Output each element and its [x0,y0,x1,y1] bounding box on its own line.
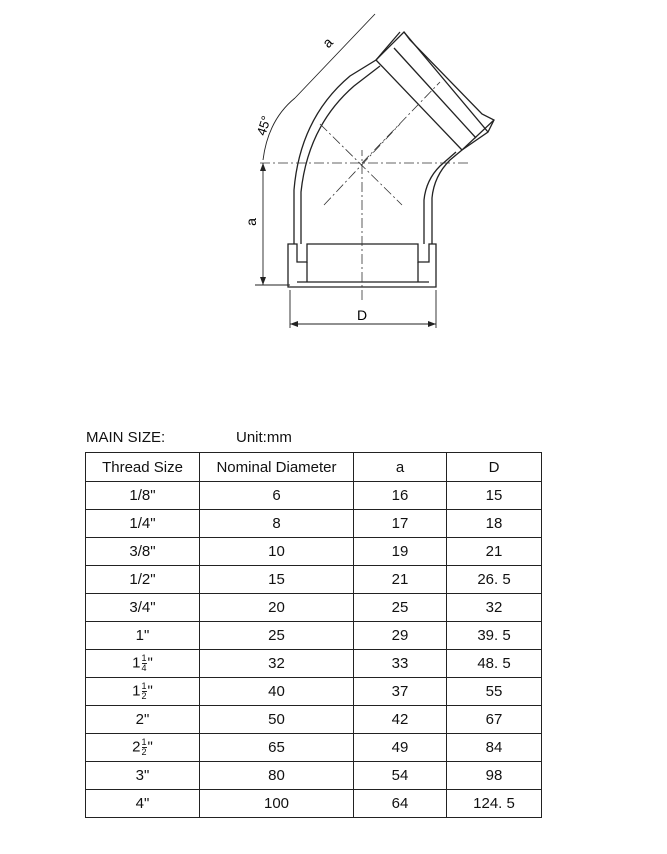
cell-a: 49 [354,734,447,762]
cell-a: 16 [354,482,447,510]
cell-thread-size: 3/4" [86,594,200,622]
fraction-numerator: 1 [141,737,147,747]
cell-thread-size: 2 $\frac{1}{2}$ " [86,734,200,762]
cell-nominal-diameter: 8 [200,510,354,538]
cell-nominal-diameter: 32 [200,650,354,678]
thread-fraction [142,738,147,757]
cell-a: 19 [354,538,447,566]
cell-thread-size: 4" [86,790,200,818]
table-row [86,650,542,678]
fraction-denominator: 2 [141,747,147,757]
table-row [86,734,542,762]
table-row [86,538,542,566]
cell-thread-size: 1/4" [86,510,200,538]
main-size-heading [86,429,292,446]
cell-nominal-diameter: 65 [200,734,354,762]
size-table [85,452,542,818]
cell-thread-size: 1 $\frac{1}{2}$ " [86,678,200,706]
thread-whole: 2 [132,738,141,756]
main-size-label: MAIN SIZE: [86,429,166,446]
top-hub-outline [376,32,494,150]
table-row [86,762,542,790]
cell-thread-size: 1/2" [86,566,200,594]
table-row [86,622,542,650]
cell-a: 17 [354,510,447,538]
fraction-numerator: 1 [141,653,147,663]
thread-fraction [142,682,147,701]
table-row [86,510,542,538]
cell-a: 33 [354,650,447,678]
dim-label-angle: 45° [253,113,274,138]
cell-nominal-diameter: 6 [200,482,354,510]
table-row [86,678,542,706]
cell-d: 15 [447,482,542,510]
cell-thread-size: 2" [86,706,200,734]
cell-d: 55 [447,678,542,706]
fraction-denominator: 4 [141,663,147,673]
column-header-thread-size: Thread Size [86,453,200,482]
dim-label-d: D [356,307,368,323]
table-row [86,790,542,818]
cell-thread-size: 1 $\frac{1}{4}$ " [86,650,200,678]
table-header-row [86,453,542,482]
cell-d: 18 [447,510,542,538]
cell-a: 64 [354,790,447,818]
cell-thread-size: 3/8" [86,538,200,566]
thread-whole: 1 [132,654,141,672]
table-row [86,594,542,622]
cell-a: 25 [354,594,447,622]
cell-a: 21 [354,566,447,594]
column-header-nominal-diameter: Nominal Diameter [200,453,354,482]
cell-nominal-diameter: 40 [200,678,354,706]
table-row [86,482,542,510]
cell-d: 39. 5 [447,622,542,650]
column-header-a: a [354,453,447,482]
cell-d: 124. 5 [447,790,542,818]
elbow-outer-wall [294,32,400,244]
cell-d: 48. 5 [447,650,542,678]
cell-nominal-diameter: 15 [200,566,354,594]
cell-thread-size: 1" [86,622,200,650]
cell-d: 21 [447,538,542,566]
unit-label: Unit:mm [236,429,292,446]
cell-nominal-diameter: 50 [200,706,354,734]
cell-d: 67 [447,706,542,734]
cell-nominal-diameter: 25 [200,622,354,650]
cell-nominal-diameter: 20 [200,594,354,622]
thread-fraction [142,654,147,673]
dim-label-a-vertical: a [243,218,259,226]
cell-d: 26. 5 [447,566,542,594]
thread-whole: 1 [132,682,141,700]
table-body [86,482,542,818]
cell-nominal-diameter: 10 [200,538,354,566]
cell-nominal-diameter: 80 [200,762,354,790]
table-row [86,706,542,734]
cell-thread-size: 1/8" [86,482,200,510]
fraction-numerator: 1 [141,681,147,691]
cell-d: 32 [447,594,542,622]
cell-d: 84 [447,734,542,762]
dim-label-a-diagonal: a [319,34,336,51]
cell-a: 29 [354,622,447,650]
cell-nominal-diameter: 100 [200,790,354,818]
cell-a: 37 [354,678,447,706]
cell-a: 54 [354,762,447,790]
cell-d: 98 [447,762,542,790]
column-header-d: D [447,453,542,482]
elbow-inner-wall [432,120,494,244]
fraction-denominator: 2 [141,691,147,701]
cell-thread-size: 3" [86,762,200,790]
table-row [86,566,542,594]
cell-a: 42 [354,706,447,734]
elbow-45-technical-drawing [0,0,667,340]
